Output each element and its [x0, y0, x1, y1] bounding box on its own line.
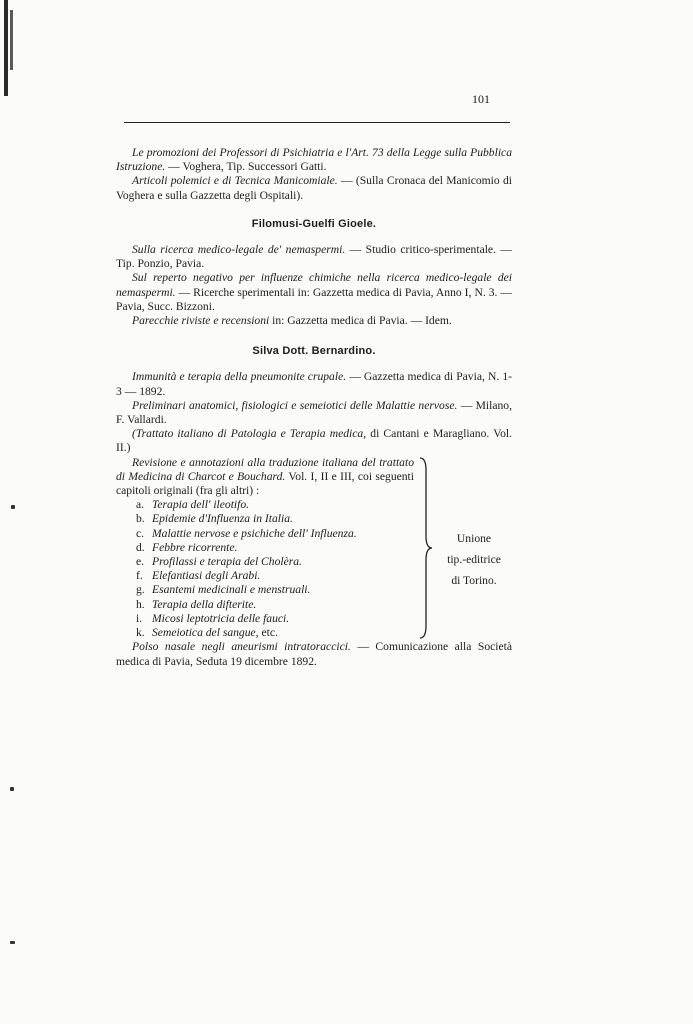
chapter-item: k. Semeiotica del sangue, etc. — [136, 626, 278, 640]
chapter-item: h. Terapia della difterite. — [136, 597, 257, 611]
chapter-item: i. Micosi leptotricia delle fauci. — [136, 611, 290, 625]
bib-entry: (Trattato italiano di Patologia e Terapia medica, di Cantani e Maragliano. Vol. II.) — [116, 427, 513, 455]
scan-speck — [10, 941, 15, 944]
curly-brace — [418, 456, 436, 640]
bib-entry: Parecchie riviste e recensioni in: Gazzetta medica di Pavia. — Idem. — [132, 314, 452, 328]
bib-entry: Le promozioni dei Professori di Psichiatria e l'Art. 73 della Legge sulla Pubblica Istruzione. — Voghera, Tip. Successori Gatti. — [116, 146, 512, 174]
revision-entry — [116, 456, 512, 641]
bib-entry: Polso nasale negli aneurismi intratoraccici. — Comunicazione alla Società medica di Pavia, Seduta 19 dicembre 1892. — [116, 640, 513, 668]
publisher-note: Unione tip.-editrice di Torino. — [447, 531, 501, 587]
chapter-list — [116, 498, 414, 640]
bib-entry: Preliminari anatomici, fisiologici e semeiotici delle Malattie nervose. — Milano, F. Vallardi. — [116, 398, 512, 427]
scan-binding-edge — [0, 0, 22, 110]
author-heading: Filomusi-Guelfi Gioele. — [251, 217, 377, 230]
chapter-item: a. Terapia dell' ileotifo. — [136, 498, 250, 512]
chapter-item: g. Esantemi medicinali e menstruali. — [136, 583, 311, 597]
bib-entry: Sul reperto negativo per influenze chimiche nella ricerca medico-legale dei nemaspermi. — Ricerche sperimentali in: Gazzetta medica di Pavia, Anno I, N. 3. — Pavia, Succ. Bizzoni. — [116, 271, 512, 313]
scan-speck — [10, 787, 14, 791]
revision-intro: Revisione e annotazioni alla traduzione italiana del trattato di Medicina di Charcot e Bouchard. Vol. I, II e III, coi seguenti capitoli originali (fra gli altri) : — [116, 455, 415, 498]
scan-speck — [11, 505, 15, 509]
header-rule — [124, 122, 510, 123]
chapter-item: d. Febbre ricorrente. — [136, 540, 238, 554]
chapter-item: b. Epidemie d'Influenza in Italia. — [136, 512, 293, 526]
chapter-item: e. Profilassi e terapia del Cholèra. — [136, 555, 302, 569]
bib-entry: Sulla ricerca medico-legale de' nemaspermi. — Studio critico-sperimentale. — Tip. Ponzio, Pavia. — [116, 243, 512, 271]
chapter-item: c. Malattie nervose e psichiche dell' Influenza. — [136, 526, 357, 540]
page-number: 101 — [472, 92, 490, 106]
chapter-item: f. Elefantiasi degli Arabi. — [136, 569, 261, 583]
bib-entry: Immunità e terapia della pneumonite crupale. — Gazzetta medica di Pavia, N. 1-3 — 1892. — [116, 370, 512, 398]
bibliography — [116, 140, 512, 669]
author-heading: Silva Dott. Bernardino. — [252, 345, 376, 358]
bib-entry: Articoli polemici e di Tecnica Manicomiale. — (Sulla Cronaca del Manicomio di Voghera e sulla Gazzetta degli Ospitali). — [116, 174, 512, 202]
